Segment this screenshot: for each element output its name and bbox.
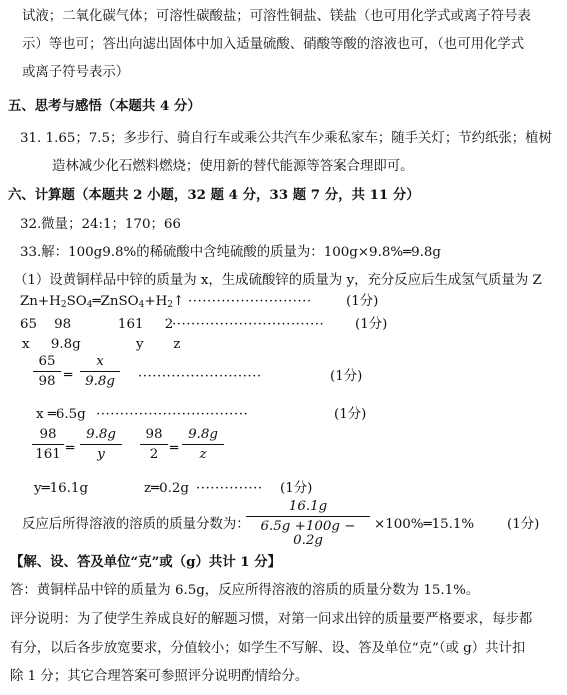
- fraction-bar: [140, 444, 168, 445]
- eq-sub-2b: 2: [167, 300, 173, 310]
- question-32: 32.微量；24:1；170；66: [20, 217, 181, 232]
- fraction-denominator: z: [199, 447, 207, 463]
- fraction-denominator: 9.8g: [85, 374, 115, 390]
- fraction-x-9.8g: [80, 355, 120, 389]
- fraction-65-98: [33, 355, 61, 389]
- fraction-bar: [182, 444, 224, 445]
- mass-score: (1分): [355, 317, 388, 332]
- answer-line-3: 或离子符号表示）: [22, 65, 130, 80]
- fraction-numerator: 9.8g: [86, 427, 116, 442]
- fraction-numerator: x: [96, 354, 104, 369]
- eq-mid: ═ZnSO: [92, 294, 139, 309]
- mass-values: 65 98 161 2: [20, 317, 174, 332]
- eq-h: +H: [144, 294, 168, 309]
- fraction-9.8g-y: [80, 428, 122, 462]
- grading-note-line-3: 除 1 分；其它合理答案可参照评分说明酌情给分。: [10, 669, 309, 684]
- chemical-equation: [20, 295, 184, 310]
- variable-line: x 9.8g y z: [22, 337, 181, 352]
- dot-leader: ··························: [188, 294, 312, 309]
- fraction-98-2: [140, 428, 168, 462]
- eq-sub-4b: 4: [138, 300, 145, 310]
- fraction-bar: [80, 444, 122, 445]
- fraction-numerator: 9.8g: [188, 427, 218, 442]
- fraction-98-161: [32, 428, 64, 462]
- grading-note-line-2: 有分，以后各步放宽要求，分值较小；如学生不写解、设、答及单位“克”（或 g）共计扣: [10, 641, 526, 656]
- eq-sub-2a: 2: [60, 300, 67, 310]
- z-value: z═0.2g: [144, 481, 189, 496]
- fraction-denominator: 161: [35, 447, 61, 463]
- y-value: y═16.1g: [34, 481, 89, 496]
- fraction-denominator: 6.5g +100g − 0.2g: [260, 519, 356, 548]
- grading-note-line-1: 评分说明：为了使学生养成良好的解题习惯，对第一问求出锌的质量要严格要求，每步都: [10, 612, 533, 627]
- dot-leader: ································: [96, 407, 249, 422]
- eq-sub-4a: 4: [86, 300, 93, 310]
- equals-sign: ═: [170, 441, 179, 456]
- mass-fraction-score: (1分): [507, 517, 540, 532]
- dot-leader: ··························: [138, 369, 262, 384]
- final-answer: 答：黄铜样品中锌的质量为 6.5g，反应所得溶液的溶质的质量分数为 15.1%。: [10, 583, 480, 598]
- fraction-9.8g-z: [182, 428, 224, 462]
- fraction-denominator: y: [97, 447, 105, 463]
- fraction-numerator: 65: [38, 354, 56, 369]
- dot-leader: ································: [172, 317, 325, 332]
- unit-note: 【解、设、答及单位“克”或（g）共计 1 分】: [10, 554, 282, 570]
- mass-fraction-result: ×100%═15.1%: [374, 517, 475, 532]
- part-1-setup: （1）设黄铜样品中锌的质量为 x，生成硫酸锌的质量为 y，充分反应后生成氢气质量为 Z: [14, 273, 542, 288]
- section-6-heading: 六、计算题（本题共 2 小题，32 题 4 分，33 题 7 分，共 11 分）: [8, 187, 420, 203]
- fraction-numerator: 98: [39, 427, 57, 442]
- fraction-bar: [80, 371, 120, 372]
- question-31-line-1: 31. 1.65；7.5；多步行、骑自行车或乘公共汽车少乘私家车；随手关灯；节约纸张；植树: [20, 131, 552, 146]
- section-5-heading: 五、思考与感悟（本题共 4 分）: [8, 98, 201, 114]
- equals-sign: ═: [66, 441, 75, 456]
- fraction-numerator: 16.1g: [288, 499, 328, 514]
- answer-line-2: 示）等也可；答出向滤出固体中加入适量硫酸、硝酸等酸的溶液也可，（也可用化学式: [22, 37, 525, 52]
- dot-leader: ··············: [196, 481, 263, 496]
- x-value: x ═6.5g: [36, 407, 86, 422]
- equation-score: (1分): [346, 294, 379, 309]
- question-31-line-2: 造林减少化石燃料燃烧；使用新的替代能源等答案合理即可。: [52, 159, 414, 174]
- fraction-1-score: (1分): [330, 369, 363, 384]
- answer-line-1: 试液；二氧化碳气体；可溶性碳酸盐；可溶性铜盐、镁盐（也可用化学式或离子符号表: [22, 9, 531, 24]
- mass-fraction-label: 反应后所得溶液的溶质的质量分数为：: [22, 517, 250, 532]
- eq-arrow: ↑: [172, 294, 185, 309]
- question-33-intro: 33.解：100g9.8%的稀硫酸中含纯硫酸的质量为：100g×9.8%═9.8g: [20, 245, 441, 260]
- x-score: (1分): [334, 407, 367, 422]
- yz-score: (1分): [280, 481, 313, 496]
- fraction-bar: [33, 371, 61, 372]
- fraction-denominator: 98: [38, 374, 56, 390]
- equals-sign: ═: [64, 368, 73, 383]
- fraction-bar: [246, 516, 370, 517]
- fraction-numerator: 98: [145, 427, 163, 442]
- eq-so4: SO: [66, 294, 87, 309]
- mass-fraction-expression: [246, 500, 370, 547]
- fraction-bar: [32, 444, 64, 445]
- fraction-denominator: 2: [149, 447, 159, 463]
- eq-zn: Zn+H: [20, 294, 61, 309]
